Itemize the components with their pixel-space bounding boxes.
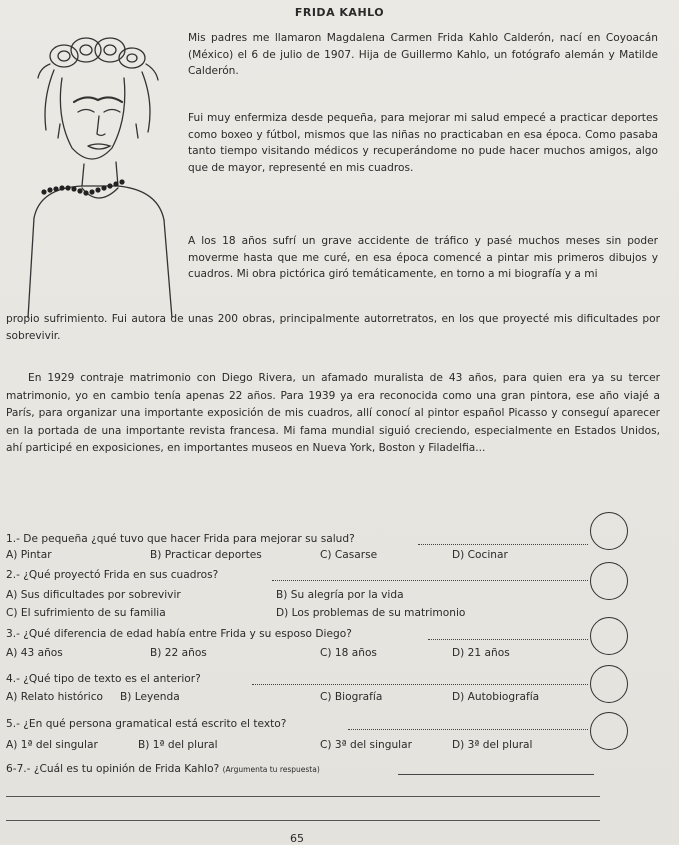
answer-line-q3 bbox=[428, 639, 588, 640]
q5-option-c[interactable]: C) 3ª del singular bbox=[320, 739, 412, 751]
question-4-text: 4.- ¿Qué tipo de texto es el anterior? bbox=[6, 673, 201, 685]
answer-line-q6-1[interactable] bbox=[6, 796, 600, 797]
q3-option-d[interactable]: D) 21 años bbox=[452, 647, 510, 659]
q4-option-c[interactable]: C) Biografía bbox=[320, 691, 383, 703]
paragraph-3-continued: propio sufrimiento. Fui autora de unas 200 obras, principalmente autorretratos, en los que proyecté mis dificultades por sobrevivir. bbox=[6, 313, 660, 342]
page-title: FRIDA KAHLO bbox=[294, 6, 385, 19]
q2-option-a[interactable]: A) Sus dificultades por sobrevivir bbox=[6, 589, 181, 601]
q2-option-c[interactable]: C) El sufrimiento de su familia bbox=[6, 607, 166, 619]
q3-option-b[interactable]: B) 22 años bbox=[150, 647, 207, 659]
frida-portrait-illustration bbox=[14, 28, 184, 318]
page-number: 65 bbox=[290, 832, 304, 845]
question-6-7-prompt: 6-7.- ¿Cuál es tu opinión de Frida Kahlo? bbox=[6, 763, 220, 775]
answer-circle-q4[interactable] bbox=[590, 665, 628, 703]
q5-option-b[interactable]: B) 1ª del plural bbox=[138, 739, 218, 751]
q1-option-a[interactable]: A) Pintar bbox=[6, 549, 52, 561]
answer-line-q4 bbox=[252, 684, 588, 685]
paragraph-1: Mis padres me llamaron Magdalena Carmen Frida Kahlo Calderón, nací en Coyoacán (México) el 6 de julio de 1907. Hija de Guillermo Kahlo, un fotógrafo alemán y Matilde Calderón. bbox=[188, 32, 658, 77]
answer-circle-q5[interactable] bbox=[590, 712, 628, 750]
q3-option-a[interactable]: A) 43 años bbox=[6, 647, 63, 659]
question-3-text: 3.- ¿Qué diferencia de edad había entre Frida y su esposo Diego? bbox=[6, 628, 352, 640]
q4-option-a[interactable]: A) Relato histórico bbox=[6, 691, 104, 703]
q3-option-c[interactable]: C) 18 años bbox=[320, 647, 377, 659]
question-2-text: 2.- ¿Qué proyectó Frida en sus cuadros? bbox=[6, 569, 219, 581]
paragraph-3: A los 18 años sufrí un grave accidente de tráfico y pasé muchos meses sin poder moverme hasta que me curé, en esa época comencé a pintar mis primeros dibujos y cuadros. Mi obra pictórica giró temáticamente, en torno a mi biografía y a mi bbox=[188, 235, 658, 280]
question-6-7-note: (Argumenta tu respuesta) bbox=[222, 765, 320, 774]
paragraph-4: En 1929 contraje matrimonio con Diego Rivera, un afamado muralista de 43 años, para quien era ya su tercer matrimonio, yo en cambio tenía apenas 22 años. Para 1939 ya era reconocida como una gran pintora, ese año viajé a París, para organizar una importante exposición de mis cuadros, allí conocí al pintor español Picasso y conseguí aparecer en la portada de una importante revista francesa. Mi fama mundial siguió creciendo, especialmente en Estados Unidos, ahí participé en exposiciones, en importantes museos en Nueva York, Boston y Filadelfia... bbox=[6, 372, 660, 455]
q2-option-d[interactable]: D) Los problemas de su matrimonio bbox=[276, 607, 466, 619]
q2-option-b[interactable]: B) Su alegría por la vida bbox=[276, 589, 404, 601]
q1-option-c[interactable]: C) Casarse bbox=[320, 549, 378, 561]
answer-circle-q1[interactable] bbox=[590, 512, 628, 550]
q5-option-d[interactable]: D) 3ª del plural bbox=[452, 739, 533, 751]
answer-line-q6-2[interactable] bbox=[6, 820, 600, 821]
answer-line-q2 bbox=[272, 580, 588, 581]
q1-option-b[interactable]: B) Practicar deportes bbox=[150, 549, 262, 561]
answer-line-q5 bbox=[348, 729, 588, 730]
answer-circle-q2[interactable] bbox=[590, 562, 628, 600]
question-5-text: 5.- ¿En qué persona gramatical está escrito el texto? bbox=[6, 718, 287, 730]
question-1-text: 1.- De pequeña ¿qué tuvo que hacer Frida para mejorar su salud? bbox=[6, 533, 355, 545]
q5-option-a[interactable]: A) 1ª del singular bbox=[6, 739, 98, 751]
question-6-7-text bbox=[6, 762, 320, 777]
answer-line-q6-inline[interactable] bbox=[398, 774, 594, 775]
answer-line-q1 bbox=[418, 544, 588, 545]
q4-option-b[interactable]: B) Leyenda bbox=[120, 691, 180, 703]
paragraph-2: Fui muy enfermiza desde pequeña, para mejorar mi salud empecé a practicar deportes como boxeo y fútbol, mismos que las niñas no practicaban en esa época. Como pasaba tanto tiempo visitando médicos y recuperándome no pude hacer muchos amigos, algo que de mayor, representé en mis cuadros. bbox=[188, 112, 658, 174]
q1-option-d[interactable]: D) Cocinar bbox=[452, 549, 508, 561]
q4-option-d[interactable]: D) Autobiografía bbox=[452, 691, 540, 703]
answer-circle-q3[interactable] bbox=[590, 617, 628, 655]
